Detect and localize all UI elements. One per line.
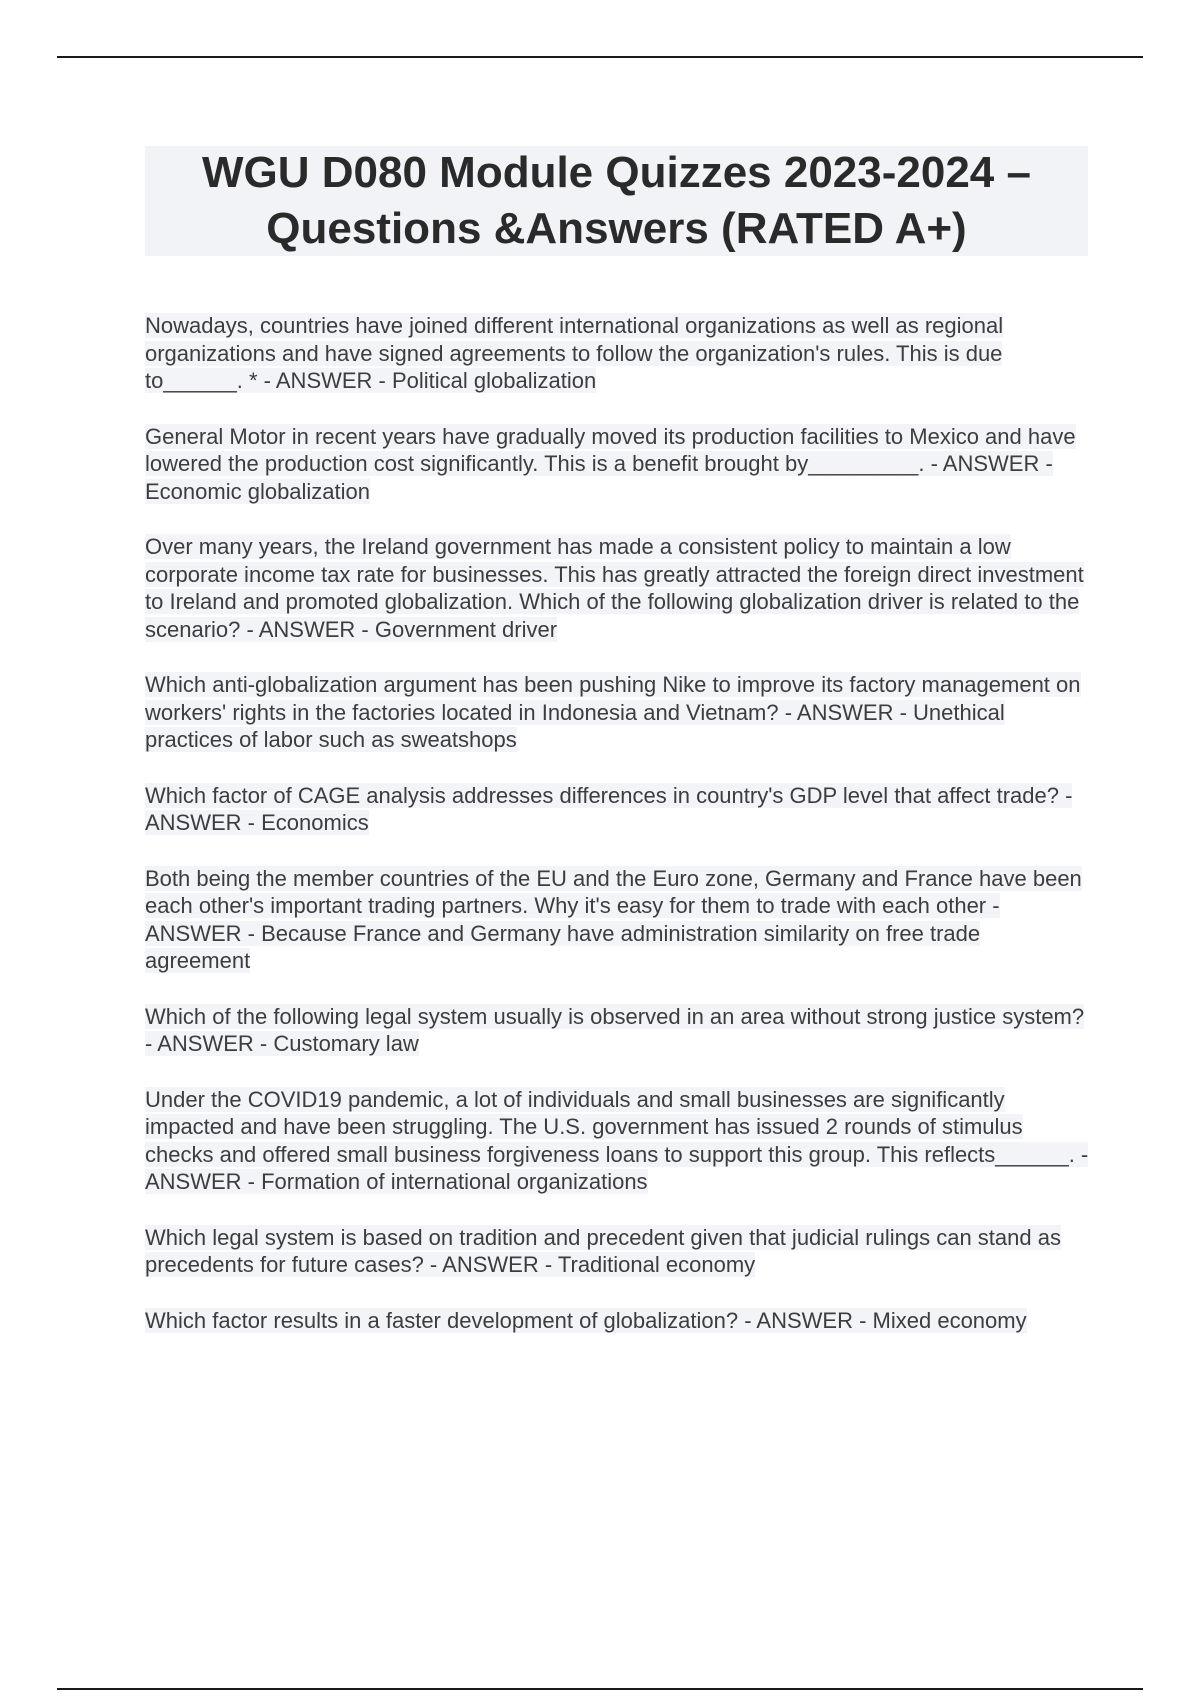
bottom-divider	[57, 1688, 1143, 1690]
qa-item	[145, 312, 1090, 395]
qa-item	[145, 533, 1090, 643]
page-title	[202, 145, 1031, 257]
qa-item	[145, 1086, 1090, 1196]
qa-item	[145, 423, 1090, 506]
qa-item	[145, 1307, 1090, 1335]
qa-item	[145, 671, 1090, 754]
qa-text: Both being the member countries of the EU and the Euro zone, Germany and France have been each other's important trading partners. Why it's easy for them to trade with each other - ANSWER - Because France and Germany have administration similarity on free trade agreement	[145, 865, 1082, 973]
qa-text: Nowadays, countries have joined different international organizations as well as regional organizations and have signed agreements to follow the organization's rules. This is due to______. * - ANSWER - Political globalization	[145, 313, 1004, 393]
qa-text: General Motor in recent years have gradually moved its production facilities to Mexico and have lowered the production cost significantly. This is a benefit brought by_________. - ANSWER - Economic globalization	[145, 423, 1076, 504]
top-divider	[57, 56, 1143, 58]
qa-item	[145, 782, 1090, 837]
title-banner	[145, 146, 1088, 256]
qa-text: Under the COVID19 pandemic, a lot of individuals and small businesses are significantly impacted and have been struggling. The U.S. government has issued 2 rounds of stimulus checks and offered small business forgiveness loans to support this group. This reflects______. - ANSWER - Formation of international organizations	[145, 1086, 1089, 1194]
qa-text: Which factor of CAGE analysis addresses differences in country's GDP level that affect trade? - ANSWER - Economics	[145, 782, 1073, 835]
qa-text: Which legal system is based on tradition and precedent given that judicial rulings can stand as precedents for future cases? - ANSWER - Traditional economy	[145, 1224, 1061, 1277]
qa-item	[145, 1003, 1090, 1058]
page-title-line-2: Questions &Answers (RATED A+)	[266, 204, 967, 253]
qa-text: Which anti-globalization argument has been pushing Nike to improve its factory management on workers' rights in the factories located in Indonesia and Vietnam? - ANSWER - Unethical practices of labor such as sweatshops	[145, 672, 1081, 752]
qa-text: Which factor results in a faster development of globalization? - ANSWER - Mixed economy	[145, 1307, 1027, 1333]
qa-text: Over many years, the Ireland government has made a consistent policy to maintain a low corporate income tax rate for businesses. This has greatly attracted the foreign direct investment to Ireland and promoted globalization. Which of the following globalization driver is related to the scenario? - ANSWER - Government driver	[145, 534, 1084, 642]
qa-item	[145, 1224, 1090, 1279]
qa-item	[145, 865, 1090, 975]
page-title-line-1: WGU D080 Module Quizzes 2023-2024 –	[202, 148, 1031, 197]
qa-list	[145, 312, 1090, 1362]
qa-text: Which of the following legal system usually is observed in an area without strong justice system? - ANSWER - Customary law	[145, 1003, 1085, 1056]
